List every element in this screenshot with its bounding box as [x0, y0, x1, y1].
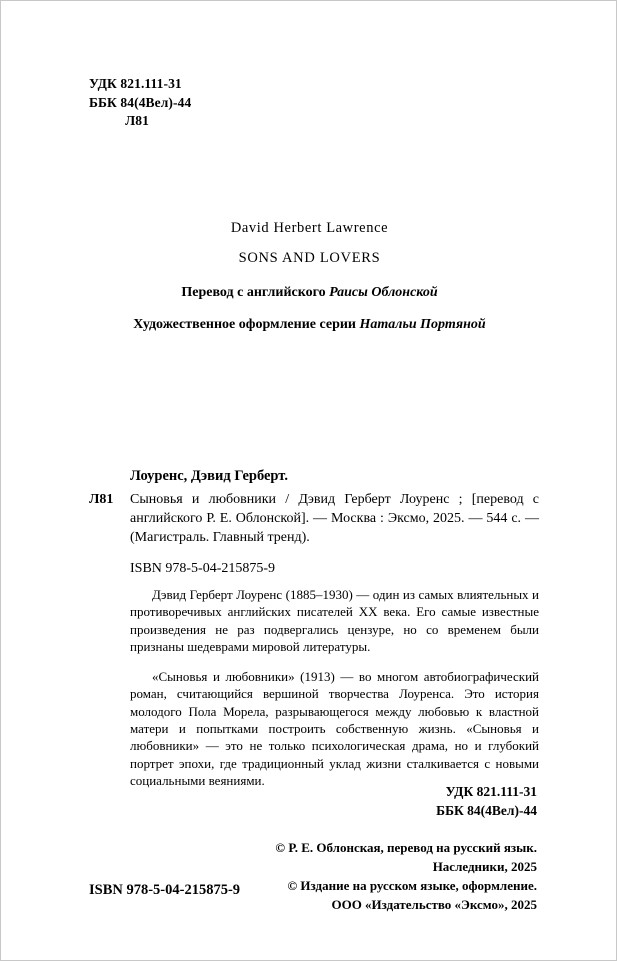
- translator-name: Раисы Облонской: [329, 285, 438, 300]
- bbk-code: ББК 84(4Вел)-44: [89, 94, 192, 110]
- translation-credit-prefix: Перевод с английского: [181, 285, 330, 300]
- design-credit: [1, 317, 617, 333]
- cip-body: [89, 491, 539, 547]
- translation-credit: [1, 285, 617, 301]
- copyright-block: [275, 839, 537, 914]
- isbn-middle: ISBN 978-5-04-215875-9: [130, 561, 276, 577]
- title-original: SONS AND LOVERS: [238, 250, 381, 266]
- cip-shelf-code: Л81: [89, 492, 114, 507]
- copyright-line-2: Наследники, 2025: [432, 858, 537, 874]
- design-credit-prefix: Художественное оформление серии: [133, 317, 360, 332]
- cip-author: Лоуренс, Дэвид Герберт.: [130, 468, 288, 484]
- cip-description: Сыновья и любовники / Дэвид Герберт Лоуренс ; [перевод с английского Р. Е. Облонской]. — Москва : Эксмо, 2025. — 544 с. — (Магистраль. Главный тренд).: [130, 492, 539, 545]
- copyright-line-4: ООО «Издательство «Эксмо», 2025: [331, 896, 537, 912]
- bottom-bbk-code: ББК 84(4Вел)-44: [436, 802, 537, 818]
- isbn-bottom: ISBN 978-5-04-215875-9: [89, 882, 241, 898]
- copyright-line-3: © Издание на русском языке, оформление.: [287, 877, 537, 893]
- title-block: [1, 220, 617, 349]
- classification-block: [89, 75, 191, 131]
- cip-block: [89, 468, 539, 577]
- annotation-paragraph-2: «Сыновья и любовники» (1913) — во многом автобиографический роман, считающийся вершиной творчества Лоуренса. Это история молодого Пола Морела, разрывающегося между любовью к властной матери и попытками построить собственную жизнь. «Сыновья и любовники» — это не только психологическая драма, но и глубокий портрет эпохи, где традиционный уклад жизни сталкивается с новыми социальными веяниями.: [130, 669, 539, 788]
- annotation-paragraph-1: Дэвид Герберт Лоуренс (1885–1930) — один из самых влиятельных и противоречивых английских писателей XX века. Его самые известные произведения не раз подвергались цензуре, но со временем были признаны шедеврами мировой литературы.: [130, 587, 539, 654]
- annotation-block: [130, 586, 539, 789]
- udk-code: УДК 821.111-31: [89, 76, 182, 91]
- shelf-code: Л81: [125, 113, 149, 129]
- copyright-line-1: © Р. Е. Облонская, перевод на русский язык.: [275, 840, 537, 855]
- bottom-classification-block: [436, 783, 537, 821]
- author-original-name: David Herbert Lawrence: [230, 220, 389, 236]
- bottom-udk-code: УДК 821.111-31: [445, 784, 537, 799]
- designer-name: Натальи Портяной: [359, 317, 486, 332]
